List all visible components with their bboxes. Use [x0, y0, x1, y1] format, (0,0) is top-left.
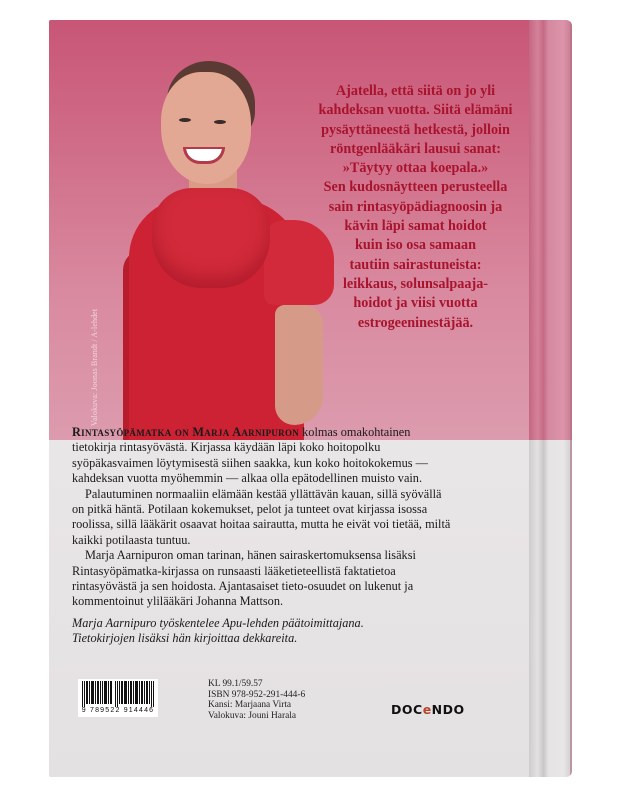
blurb-line: kommentoinut ylilääkäri Johanna Mattson.	[72, 594, 284, 609]
blurb-line: Palautuminen normaaliin elämään kestää yllättävän kauan, sillä syövällä	[85, 486, 442, 501]
quote-line: kävin läpi samat hoidot	[344, 218, 487, 235]
quote-line: kahdeksan vuotta. Siitä elämäni	[318, 102, 513, 119]
pull-quote	[293, 82, 529, 333]
photo-eye	[214, 120, 226, 124]
blurb-text-run: kolmas omakohtainen	[299, 425, 411, 439]
logo-accent-letter: e	[422, 702, 432, 717]
quote-line: kuin iso osa samaan	[354, 237, 477, 254]
book-title-smallcaps: Rintasyöpämatka on Marja Aarnipuron	[72, 425, 300, 439]
blurb-line: Marja Aarnipuron oman tarinan, hänen sairaskertomuksensa lisäksi	[85, 548, 416, 563]
quote-line: hoidot ja viisi vuotta	[353, 295, 478, 312]
quote-line: »Täytyy ottaa koepala.»	[342, 160, 489, 177]
cover-panel	[49, 20, 529, 777]
isbn-number: ISBN 978-952-291-444-6	[208, 689, 306, 700]
photographer: Valokuva: Jouni Harala	[208, 710, 296, 721]
quote-line: Sen kudosnäytteen perusteella	[323, 179, 508, 196]
quote-line: pysäyttäneestä hetkestä, jolloin	[321, 121, 510, 138]
photo-cowl-collar	[152, 188, 270, 288]
blurb-line: rintasyövästä ja sen hoidosta. Ajantasaiset tieto-osuudet on lukenut ja	[72, 579, 414, 594]
quote-line: sain rintasyöpädiagnoosin ja	[328, 198, 503, 215]
book-spine	[529, 20, 572, 777]
blurb-line: roolissa, sillä lääkärit osaavat hoitaa sairautta, mutta he eivät voi tietää, miltä	[72, 517, 451, 532]
barcode-icon	[82, 681, 154, 707]
author-bio	[72, 616, 480, 647]
quote-line: röntgenlääkäri lausui sanat:	[329, 140, 502, 157]
blurb-line: Rintasyöpämatka-kirjassa on runsaasti lääketieteellistä faktatietoa	[72, 563, 396, 578]
bio-line: Tietokirjojen lisäksi hän kirjoittaa dekkareita.	[72, 631, 298, 646]
spine-grey-section	[529, 440, 572, 777]
isbn-info	[208, 679, 305, 721]
blurb-paragraph-3	[72, 548, 480, 610]
book-back-cover	[49, 20, 572, 777]
quote-line: leikkaus, solunsalpaaja-	[342, 275, 489, 292]
spine-edge	[570, 20, 572, 777]
publisher-logo	[391, 702, 465, 717]
blurb-paragraph-2	[72, 487, 480, 549]
blurb-line: kahdeksan vuotta myöhemmin — alkaa olla epätodellinen muisto vain.	[72, 471, 423, 486]
logo-text: NDO	[431, 702, 465, 717]
spine-pink-section	[529, 20, 572, 440]
blurb-paragraph-1	[72, 425, 480, 487]
photo-face	[161, 72, 251, 184]
quote-line: tautiin sairastuneista:	[349, 256, 482, 273]
author-photo-area	[49, 20, 529, 440]
isbn-barcode	[78, 679, 158, 717]
photo-credit: Valokuva: Joonas Brandt / A-lehdet	[90, 308, 99, 426]
blurb-line: tietokirja rintasyövästä. Kirjassa käydään läpi koko hoitopolku	[72, 440, 381, 455]
classification: KL 99.1/59.57	[208, 679, 263, 689]
bio-line: Marja Aarnipuro työskentelee Apu-lehden päätoimittajana.	[72, 615, 364, 630]
blurb-text	[72, 425, 480, 647]
photo-eye	[179, 118, 191, 122]
barcode-digits: 9 789522 914446	[81, 707, 155, 714]
blurb-line: on pitkä häntä. Potilaan kokemukset, pelot ja tunteet ovat kirjassa isossa	[72, 502, 428, 517]
quote-line: estrogeeninestäjää.	[357, 314, 474, 331]
quote-line: Ajatella, että siitä on jo yli	[335, 83, 496, 99]
blurb-line: kaikki potilaasta tuntuu.	[72, 532, 191, 547]
cover-designer: Kansi: Marjaana Virta	[208, 700, 292, 710]
logo-text: DOC	[391, 702, 423, 717]
blurb-line: syöpäkasvaimen löytymisestä siihen saakka, kun koko hoitokokemus —	[72, 455, 428, 470]
